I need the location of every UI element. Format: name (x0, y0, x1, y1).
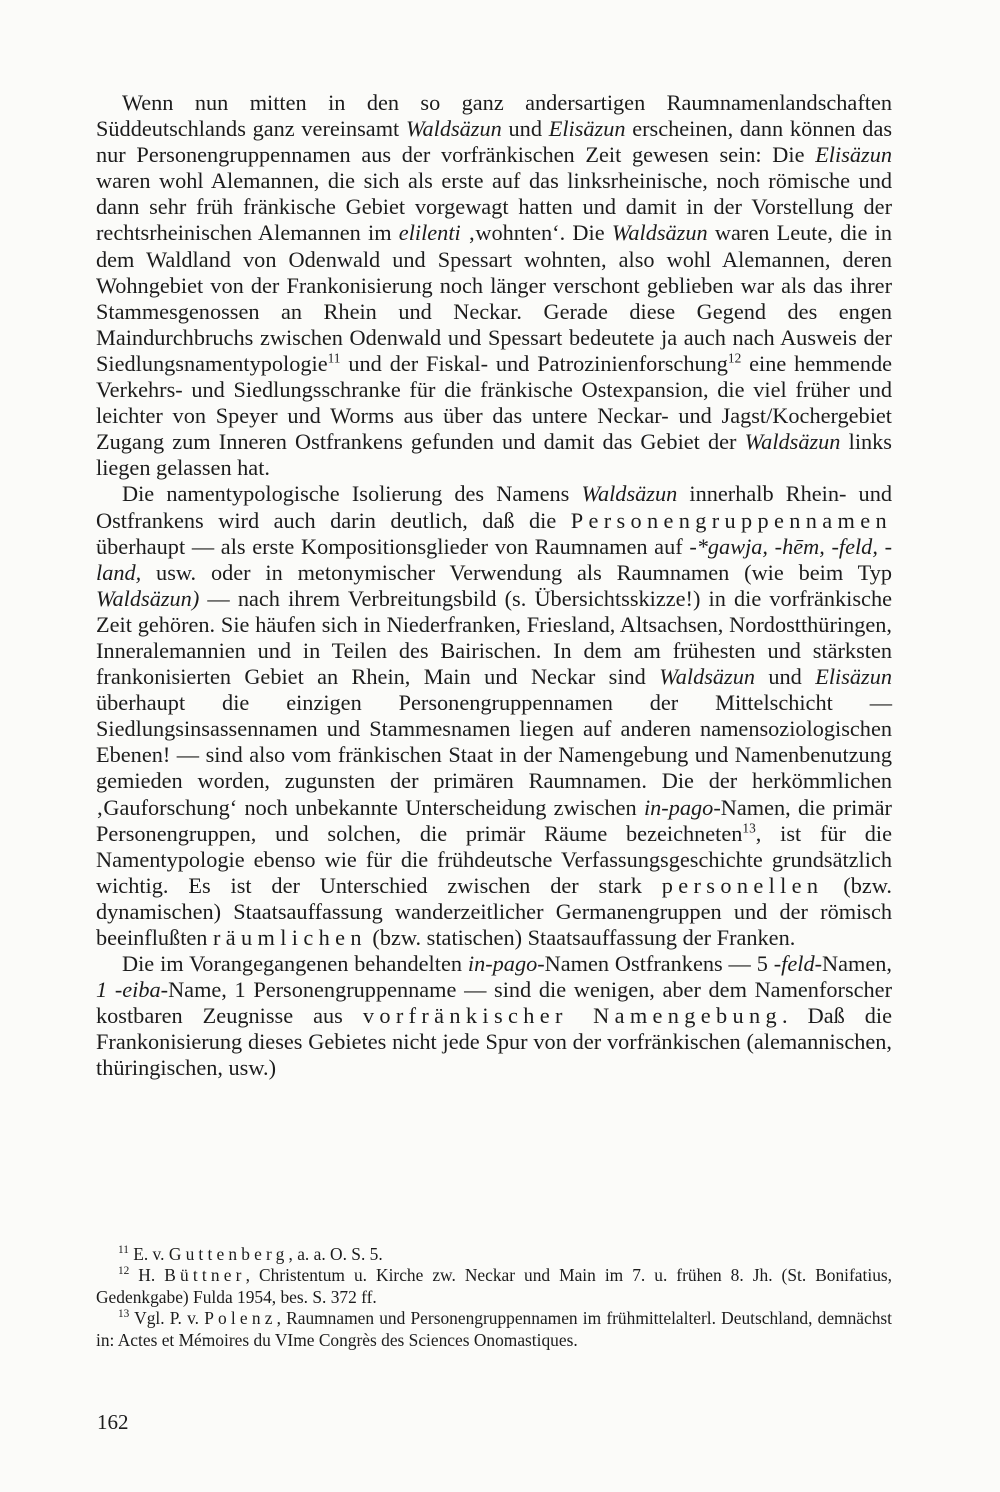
italic-term: -*gawja, -hēm, -feld, -land, (96, 533, 893, 585)
text-run: H. (129, 1265, 165, 1286)
text-run: -Namen, die primär Personengruppen, und solchen, die primär Räume bezeichneten (96, 794, 892, 846)
text-run: -Namen Ostfrankens — 5 (537, 951, 774, 977)
text-run: innerhalb Rhein- und Ostfrankens wird auch darin deutlich, daß die (96, 481, 892, 533)
text-run: , a. a. O. S. 5. (288, 1244, 383, 1264)
italic-term: Waldsäzun (581, 481, 678, 507)
spaced-emphasis: personellen (661, 872, 824, 898)
footnote (96, 1308, 892, 1351)
footnote (96, 1265, 892, 1308)
text-run: überhaupt die einzigen Personengruppennamen der Mittelschicht — Siedlungsinsassennamen und Stammesnamen liegen auf anderen namensoziologischen Ebenen! — sind also vom fränkischen Staat in der Namengebung und Namenbenutzung gemieden worden, zugunsten der primären Raumnamen. Die der herkömmlichen ‚Gauforschung‘ noch unbekannte Unterscheidung zwischen (96, 690, 892, 820)
text-run: Wenn nun mitten in den so ganz andersartigen Raumnamenlandschaften Süddeutschlands ganz vereinsamt (96, 90, 892, 142)
text-run: (bzw. dynamischen) Staatsauffassung wanderzeitlicher Germanengruppen und der römisch beeinflußten (96, 872, 892, 950)
text-run: E. v. (128, 1244, 169, 1264)
footnote (96, 1244, 892, 1265)
italic-term: -feld (773, 951, 815, 977)
italic-term: in-pago (643, 794, 714, 820)
footnote-ref: 12 (118, 1265, 130, 1278)
text-run: , ist für die Namentypologie ebenso wie für die frühdeutsche Verfassungsgeschichte grundsätzlich wichtig. Es ist der Unterschied zwischen der stark (96, 820, 892, 898)
text-run: waren wohl Alemannen, die sich als erste auf das linksrheinische, noch römische und dann sehr früh fränkische Gebiet vorgewagt hatten und damit in der Vorstellung der rechtsrheinischen Alemannen im (96, 168, 892, 246)
paragraph (96, 90, 892, 481)
italic-term: Elisäzun (815, 142, 892, 168)
italic-term: 1 (96, 977, 108, 1003)
paragraph (96, 951, 892, 1081)
text-run: -Name, 1 Personengruppenname — sind die wenigen, aber dem Namenforscher kostbaren Zeugnisse aus (96, 977, 892, 1029)
footnote-ref: 13 (742, 820, 756, 836)
text-run: (bzw. statischen) Staatsauffassung der Franken. (366, 925, 796, 950)
page-number: 162 (97, 1410, 129, 1434)
text-run: und (755, 664, 816, 690)
paragraph (96, 481, 892, 951)
footnote-ref: 11 (118, 1244, 129, 1257)
italic-term: Waldsäzun (744, 429, 841, 455)
text-run: -Namen, (814, 951, 893, 977)
text-run: usw. oder in metonymischer Verwendung als Raumnamen (wie beim Typ (141, 559, 892, 585)
text-run: Vgl. P. v. (129, 1308, 205, 1329)
text-run: eine hemmende Verkehrs- und Siedlungsschranke für die fränkische Ostexpansion, die viel früher und leichter von Speyer und Worms aus über das untere Neckar- und Jagst/Kochergebiet Zugang zum Inneren Ostfrankens gefunden und damit das Gebiet der (96, 350, 892, 455)
text-run: ‚wohnten‘. Die (460, 220, 612, 246)
spaced-emphasis: Polenz (204, 1308, 277, 1329)
footnote-ref: 13 (118, 1308, 130, 1321)
text-run: links liegen gelassen hat. (96, 429, 892, 481)
text-run: und (501, 116, 549, 142)
text-run: , Christentum u. Kirche zw. Neckar und Main im 7. u. frühen 8. Jh. (St. Bonifatius, Gedenkgabe) Fulda 1954, bes. S. 372 ff. (96, 1265, 892, 1307)
spaced-emphasis: Personengruppennamen (570, 507, 892, 533)
footnotes (96, 1244, 892, 1351)
italic-term: Waldsäzun (405, 116, 502, 142)
body-text (96, 90, 892, 1082)
text-run: und der Fiskal- und Patrozinienforschung (340, 350, 728, 376)
italic-term: in-pago (467, 951, 538, 977)
italic-term: Elisäzun (815, 664, 893, 690)
text-run: Die namentypologische Isolierung des Namens (122, 481, 582, 507)
italic-term: Elisäzun (548, 116, 626, 142)
text-run (107, 977, 115, 1002)
italic-term: elilenti (398, 220, 461, 246)
text-run: . Daß die Frankonisierung dieses Gebietes nicht jede Spur von der vorfränkischen (alemannischen, thüringischen, usw.) (96, 1003, 892, 1081)
text-run: , Raumnamen und Personengruppennamen im frühmittelalterl. Deutschland, demnächst in: Actes et Mémoires du VIme Congrès des Sciences Onomastiques. (96, 1308, 892, 1350)
text-run: Die im Vorangegangenen behandelten (122, 951, 468, 977)
spaced-emphasis: Büttner (164, 1265, 246, 1286)
spaced-emphasis: räumlichen (213, 925, 367, 950)
text-run: — nach ihrem Verbreitungsbild (s. Übersichtsskizze!) in die vorfränkische Zeit gehören. Sie häufen sich in Niederfranken, Friesland, Altsachsen, Nordostthüringen, Inneralemannien und in Teilen des Bairischen. In dem am frühesten und stärksten frankonisierten Gebiet an Rhein, Main und Neckar sind (96, 585, 892, 690)
italic-term: Waldsäzun (659, 664, 756, 690)
text-run: überhaupt — als erste Kompositionsglieder von Raumnamen auf (96, 533, 690, 559)
footnote-ref: 12 (727, 350, 742, 366)
spaced-emphasis: Guttenberg (168, 1244, 289, 1264)
italic-term: -eiba (114, 977, 161, 1003)
footnote-ref: 11 (327, 350, 341, 366)
text-run: erscheinen, dann können das nur Personengruppennamen aus der vorfränkischen Zeit gewesen sein: Die (96, 116, 893, 168)
italic-term: Waldsäzun) (96, 585, 200, 611)
text-run: waren Leute, die in dem Waldland von Odenwald und Spessart wohnten, also wohl Alemannen, deren Wohngebiet von der Frankonisierung noch länger verschont geblieben war als das ihrer Stammesgenossen an Rhein und Neckar. Gerade diese Gegend des engen Maindurchbruchs zwischen Odenwald und Spessart bedeutete ja auch nach Ausweis der Siedlungsnamentypologie (96, 220, 892, 376)
italic-term: Waldsäzun (611, 220, 708, 246)
spaced-emphasis: vorfränkischer Namengebung (362, 1003, 783, 1029)
